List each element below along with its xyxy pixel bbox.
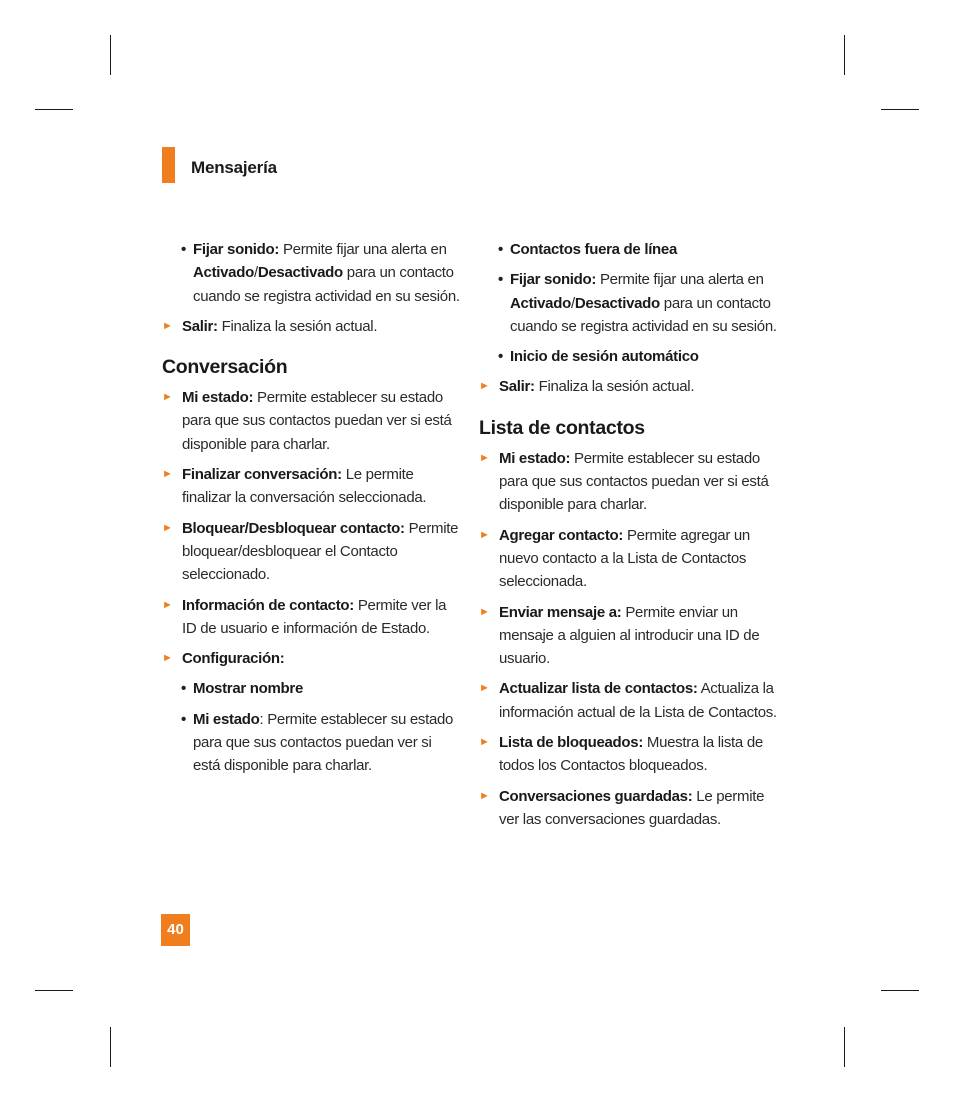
list-item (162, 463, 462, 510)
crop-mark (110, 1027, 111, 1067)
list-item (479, 238, 779, 261)
arrow-icon: ► (479, 789, 490, 802)
arrow-icon: ► (479, 451, 490, 464)
list-item (162, 708, 462, 778)
list-item (479, 524, 779, 594)
item-text: Muestra la lista de todos los Contactos bloqueados. (499, 734, 763, 775)
list-item (162, 238, 462, 308)
list-item (479, 268, 779, 338)
item-label: Mostrar nombre (193, 680, 303, 698)
item-label: Enviar mensaje a: (499, 603, 622, 621)
item-text: Permite agregar un nuevo contacto a la Lista de Contactos seleccionada. (499, 526, 750, 591)
crop-mark (35, 990, 73, 991)
crop-mark (881, 109, 919, 110)
bullet-marker: • (181, 241, 186, 258)
section-accent-bar (162, 147, 175, 183)
item-bold: Activado (193, 264, 254, 282)
item-label: Inicio de sesión automático (510, 348, 699, 366)
arrow-icon: ► (162, 521, 173, 534)
item-text: para un contacto cuando se registra actividad en su sesión. (193, 264, 460, 305)
bullet-marker: • (181, 710, 186, 728)
list-item (162, 647, 462, 670)
arrow-icon: ► (479, 528, 490, 541)
item-bold: Desactivado (574, 294, 660, 312)
item-text: Permite establecer su estado para que sus contactos puedan ver si está disponible para charlar. (499, 449, 769, 514)
item-label: Información de contacto: (182, 596, 354, 614)
heading-conversacion: Conversación (162, 356, 288, 379)
list-item (479, 447, 779, 517)
bullet-marker: • (498, 348, 503, 366)
item-text: Le permite ver las conversaciones guardadas. (499, 787, 765, 828)
item-text: Finaliza la sesión actual. (534, 378, 695, 396)
bullet-marker: • (498, 271, 503, 289)
list-item (479, 601, 779, 671)
item-label: Contactos fuera de línea (510, 241, 678, 258)
item-label: Fijar sonido: (193, 241, 280, 258)
item-text: Permite enviar un mensaje a alguien al introducir una ID de usuario. (499, 603, 760, 668)
item-text: Permite ver la ID de usuario e información de Estado. (182, 596, 447, 637)
item-label: Agregar contacto: (499, 526, 624, 544)
arrow-icon: ► (162, 319, 173, 332)
section-title: Mensajería (191, 158, 277, 177)
item-label: Fijar sonido: (510, 271, 597, 289)
item-text: : Permite establecer su estado para que sus contactos puedan ver si está disponible para charlar. (193, 710, 454, 775)
arrow-icon: ► (162, 652, 173, 665)
list-item (479, 677, 779, 724)
item-label: Salir: (499, 378, 535, 396)
list-item (479, 345, 779, 368)
list-item (162, 594, 462, 641)
bullet-marker: • (181, 680, 186, 698)
item-label: Salir: (182, 317, 218, 335)
item-label: Mi estado (193, 710, 260, 728)
item-text: Permite fijar una alerta en (596, 271, 764, 289)
bullet-marker: • (498, 241, 503, 258)
item-text: Actualiza la información actual de la Lista de Contactos. (499, 680, 777, 721)
list-item (162, 386, 462, 456)
item-separator: / (253, 264, 258, 282)
item-separator: / (570, 294, 575, 312)
item-text: Permite fijar una alerta en (279, 241, 447, 258)
item-text: para un contacto cuando se registra actividad en su sesión. (510, 294, 777, 335)
arrow-icon: ► (479, 380, 490, 393)
list-item (479, 785, 779, 832)
heading-lista-de-contactos: Lista de contactos (479, 416, 645, 439)
right-column (479, 238, 779, 838)
item-label: Configuración: (182, 650, 285, 668)
arrow-icon: ► (162, 468, 173, 481)
crop-mark (881, 990, 919, 991)
item-label: Bloquear/Desbloquear contacto: (182, 519, 405, 537)
arrow-icon: ► (479, 736, 490, 749)
arrow-icon: ► (479, 605, 490, 618)
crop-mark (35, 109, 73, 110)
item-label: Finalizar conversación: (182, 466, 342, 484)
list-item (162, 677, 462, 700)
item-label: Conversaciones guardadas: (499, 787, 693, 805)
list-item (162, 315, 462, 338)
crop-mark (844, 35, 845, 75)
left-column (162, 238, 462, 785)
item-bold: Activado (510, 294, 571, 312)
crop-mark (110, 35, 111, 75)
arrow-icon: ► (162, 598, 173, 611)
item-text: Permite bloquear/desbloquear el Contacto seleccionado. (182, 519, 459, 584)
item-label: Mi estado: (182, 389, 254, 407)
item-label: Mi estado: (499, 449, 571, 467)
item-label: Lista de bloqueados: (499, 734, 644, 752)
item-bold: Desactivado (257, 264, 343, 282)
item-text: Finaliza la sesión actual. (217, 317, 378, 335)
page-number: 40 (161, 914, 190, 946)
arrow-icon: ► (479, 682, 490, 695)
list-item (162, 517, 462, 587)
list-item (479, 731, 779, 778)
item-text: Permite establecer su estado para que sus contactos puedan ver si está disponible para charlar. (182, 389, 452, 453)
item-label: Actualizar lista de contactos: (499, 680, 698, 698)
crop-mark (844, 1027, 845, 1067)
item-text: Le permite finalizar la conversación seleccionada. (182, 466, 427, 507)
arrow-icon: ► (162, 391, 173, 404)
list-item (479, 375, 779, 398)
